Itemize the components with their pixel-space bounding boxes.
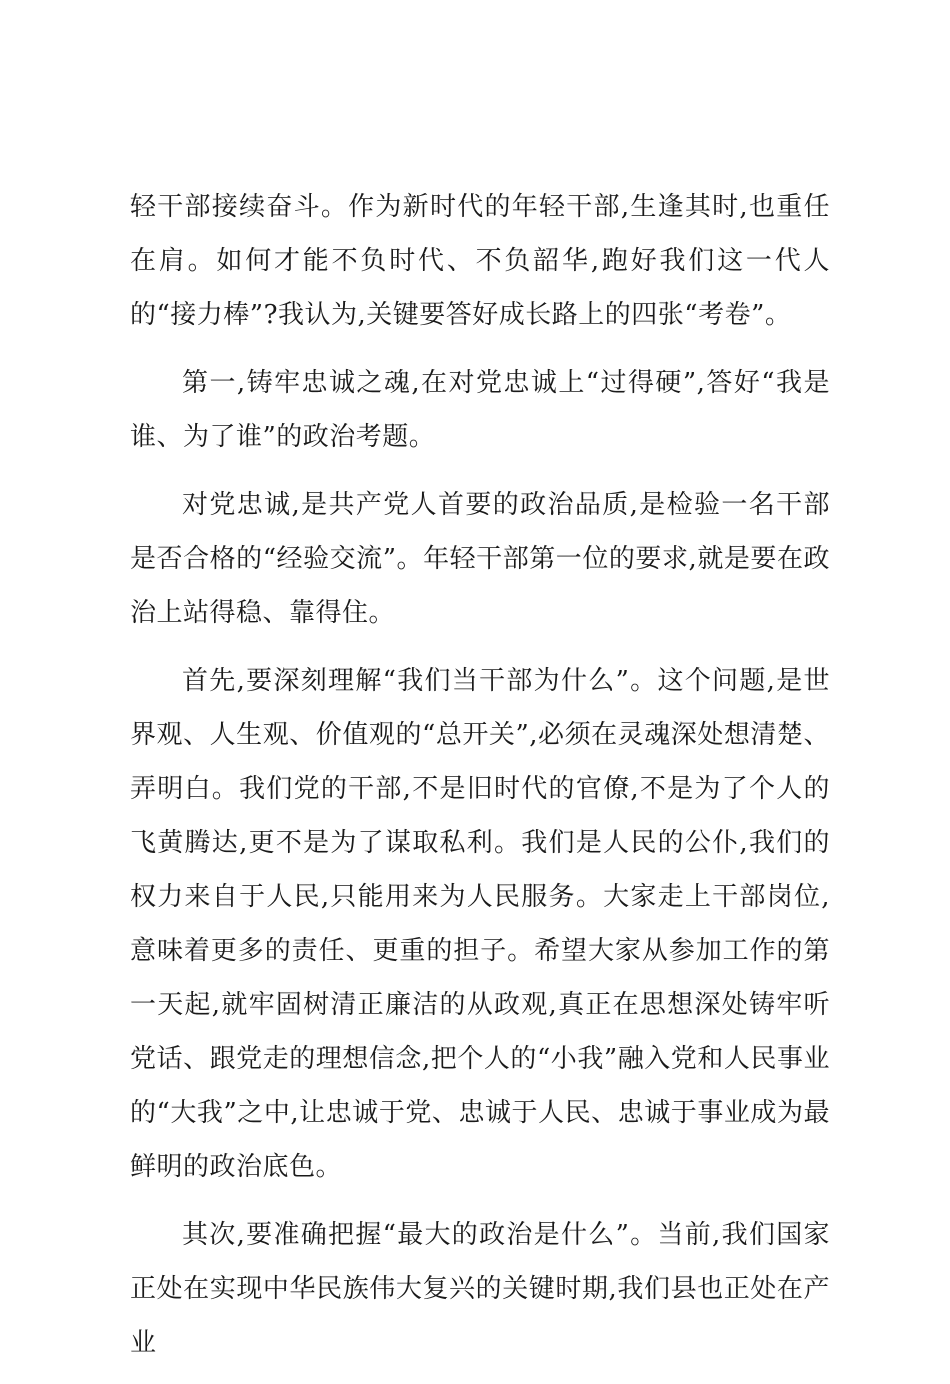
- paragraph-section-heading: 第一,铸牢忠诚之魂,在对党忠诚上“过得硬”,答好“我是谁、为了谁”的政治考题。: [130, 368, 830, 452]
- paragraph-loyalty: 对党忠诚,是共产党人首要的政治品质,是检验一名干部是否合格的“经验交流”。年轻干部第一位的要求,就是要在政治上站得稳、靠得住。: [130, 490, 830, 628]
- paragraph-second-point: 其次,要准确把握“最大的政治是什么”。当前,我们国家正处在实现中华民族伟大复兴的关键时期,我们县也正处在产业: [130, 1220, 830, 1358]
- paragraph-first-point: 首先,要深刻理解“我们当干部为什么”。这个问题,是世界观、人生观、价值观的“总开关”,必须在灵魂深处想清楚、弄明白。我们党的干部,不是旧时代的官僚,不是为了个人的飞黄腾达,更不是为了谋取私利。我们是人民的公仆,我们的权力来自于人民,只能用来为人民服务。大家走上干部岗位,意味着更多的责任、更重的担子。希望大家从参加工作的第一天起,就牢固树清正廉洁的从政观,真正在思想深处铸牢听党话、跟党走的理想信念,把个人的“小我”融入党和人民事业的“大我”之中,让忠诚于党、忠诚于人民、忠诚于事业成为最鲜明的政治底色。: [130, 666, 830, 1182]
- document-body: [130, 180, 830, 1384]
- paragraph-continuation: 轻干部接续奋斗。作为新时代的年轻干部,生逢其时,也重任在肩。如何才能不负时代、不负韶华,跑好我们这一代人的“接力棒”?我认为,关键要答好成长路上的四张“考卷”。: [130, 192, 830, 330]
